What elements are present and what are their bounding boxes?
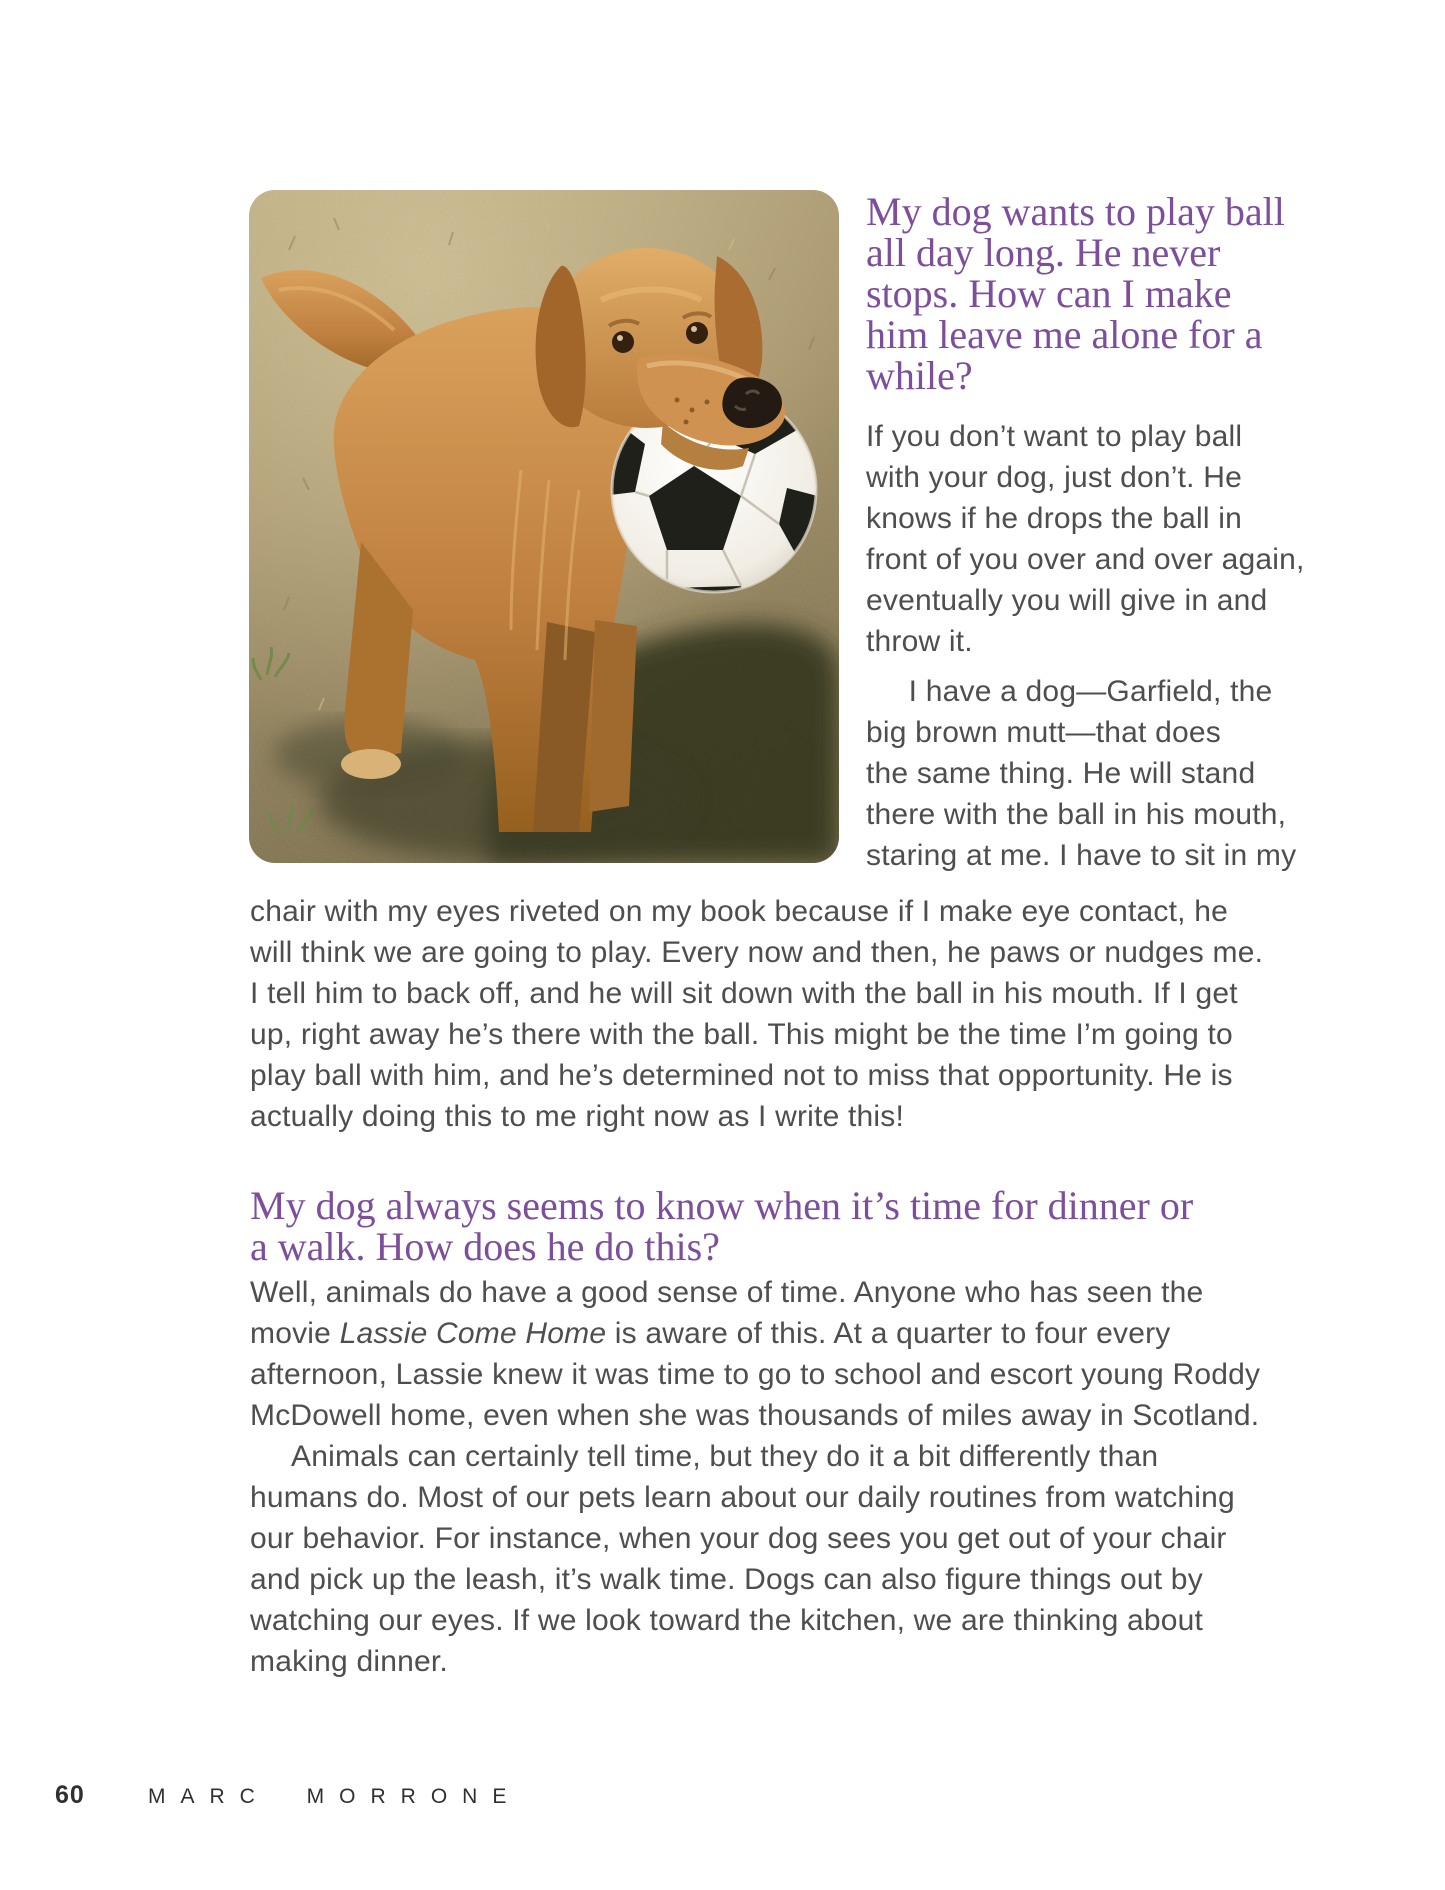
text-line: My dog always seems to know when it’s time for dinner or [250,1183,1194,1228]
text-line: up, right away he’s there with the ball. This might be the time I’m going to [250,1018,1233,1051]
text-line: staring at me. I have to sit in my [866,839,1297,872]
footer-author: MARC MORRONE [148,1785,522,1808]
text-line: knows if he drops the ball in [866,502,1243,535]
text-line: afternoon, Lassie knew it was time to go to school and escort young Roddy [250,1358,1261,1391]
text-line: My dog wants to play ball [866,189,1285,234]
answer-2-paragraph-2 [250,1436,1380,1682]
text-line: I tell him to back off, and he will sit down with the ball in his mouth. If I get [250,977,1238,1010]
text-line: a walk. How does he do this? [250,1224,720,1269]
answer-1-paragraph-1 [866,416,1386,662]
text-line: stops. How can I make [866,271,1232,316]
text-line: him leave me alone for a [866,312,1263,357]
text-line: McDowell home, even when she was thousands of miles away in Scotland. [250,1399,1260,1432]
text-line: big brown mutt—that does [866,716,1221,749]
text-line: watching our eyes. If we look toward the kitchen, we are thinking about [250,1604,1204,1637]
text-line: eventually you will give in and [866,584,1268,617]
text-line: while? [866,353,973,398]
dog-photo [249,190,839,863]
text-line: chair with my eyes riveted on my book because if I make eye contact, he [250,895,1228,928]
text-line: actually doing this to me right now as I write this! [250,1100,905,1133]
text-line: with your dog, just don’t. He [866,461,1242,494]
text-line: front of you over and over again, [866,543,1305,576]
dog-photo-illustration [249,190,839,863]
text-line: play ball with him, and he’s determined not to miss that opportunity. He is [250,1059,1233,1092]
text-line: If you don’t want to play ball [866,420,1243,453]
page-number: 60 [55,1781,85,1809]
answer-2-paragraph-1 [250,1272,1380,1436]
answer-1-continuation [250,891,1380,1137]
answer-1-paragraph-2 [866,671,1386,876]
text-segment: is aware of this. At a quarter to four every [606,1317,1171,1350]
text-line: humans do. Most of our pets learn about our daily routines from watching [250,1481,1235,1514]
movie-title: Lassie Come Home [339,1317,607,1350]
text-line: and pick up the leash, it’s walk time. Dogs can also figure things out by [250,1563,1203,1596]
text-line: will think we are going to play. Every now and then, he paws or nudges me. [250,936,1264,969]
text-line: all day long. He never [866,230,1221,275]
text-line: throw it. [866,625,973,658]
text-line: I have a dog—Garfield, the [866,675,1273,708]
text-line: the same thing. He will stand [866,757,1256,790]
text-line: Well, animals do have a good sense of time. Anyone who has seen the [250,1276,1204,1309]
text-line: making dinner. [250,1645,448,1678]
text-line [250,1313,1380,1354]
text-segment: movie [250,1317,340,1350]
text-line: there with the ball in his mouth, [866,798,1287,831]
text-line: our behavior. For instance, when your dog sees you get out of your chair [250,1522,1227,1555]
question-1-heading [866,191,1366,396]
question-2-heading [250,1185,1410,1267]
text-line: Animals can certainly tell time, but they do it a bit differently than [250,1440,1159,1473]
